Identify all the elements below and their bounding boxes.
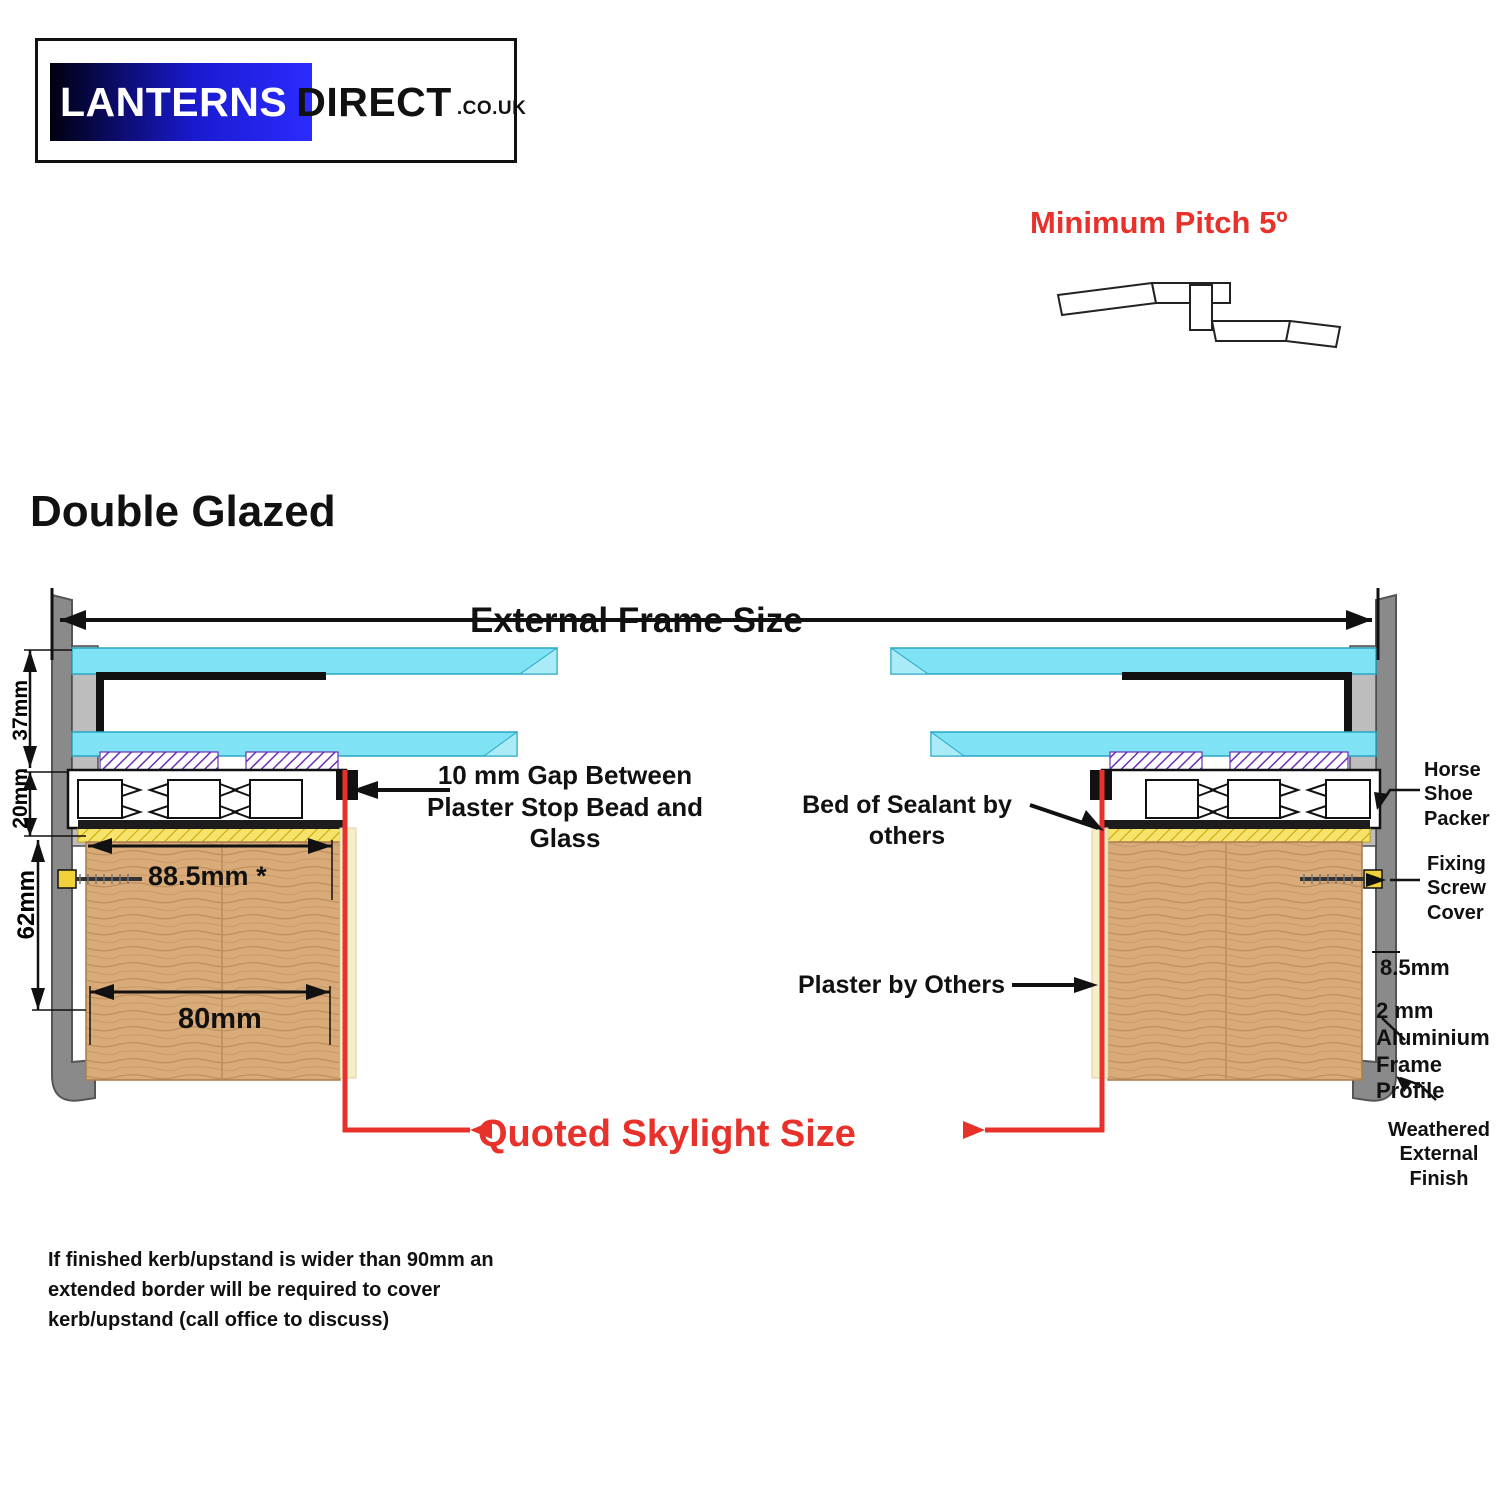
- label-dimension-62mm: 62mm: [13, 870, 40, 940]
- minimum-pitch-label: Minimum Pitch 5º: [1030, 205, 1288, 240]
- left-sealant-bed: [78, 828, 346, 842]
- label-dimension-20mm: 20mm: [9, 768, 32, 829]
- right-glass-spacer: [1122, 672, 1352, 680]
- left-gasket-b: [246, 752, 338, 770]
- label-gap-note: 10 mm Gap Between Plaster Stop Bead and Glass: [427, 760, 703, 854]
- page-title: Double Glazed: [30, 487, 336, 536]
- right-gasket-b: [1110, 752, 1202, 770]
- logo-word-direct: DIRECT: [296, 78, 452, 125]
- left-gasket-a: [100, 752, 218, 770]
- label-fixing-screw-cover: Fixing Screw Cover: [1427, 853, 1486, 924]
- logo-word-lanterns: LANTERNS: [60, 78, 288, 125]
- label-weathered-external-finish: Weathered External Finish: [1388, 1119, 1490, 1190]
- footnote-text: If finished kerb/upstand is wider than 90mm an extended border will be required to cover kerb/upstand (call office to discuss): [48, 1249, 494, 1331]
- left-outer-glass: [72, 648, 557, 674]
- logo-word-couk: .CO.UK: [456, 98, 527, 119]
- label-quoted-skylight-size: Quoted Skylight Size: [478, 1113, 856, 1155]
- label-dimension-88-5mm: 88.5mm *: [148, 861, 267, 891]
- label-aluminium-frame-profile: 2 mm Aluminium Frame Profile: [1376, 998, 1490, 1104]
- right-outer-glass: [891, 648, 1376, 674]
- left-plaster: [340, 828, 356, 1078]
- label-dimension-37mm: 37mm: [9, 680, 32, 741]
- left-aluminium-profile: [68, 770, 358, 828]
- right-aluminium-profile: [1090, 770, 1380, 828]
- label-bed-of-sealant: Bed of Sealant by others: [802, 791, 1012, 850]
- left-glass-spacer: [96, 672, 326, 680]
- label-thickness-8-5mm: 8.5mm: [1380, 955, 1450, 980]
- right-sealant-bed: [1102, 828, 1370, 842]
- right-gasket-a: [1230, 752, 1348, 770]
- label-dimension-80mm: 80mm: [178, 1003, 262, 1035]
- label-external-frame-size: External Frame Size: [470, 601, 803, 640]
- label-plaster-by-others: Plaster by Others: [797, 971, 1005, 999]
- label-horse-shoe-packer: Horse Shoe Packer: [1424, 759, 1490, 830]
